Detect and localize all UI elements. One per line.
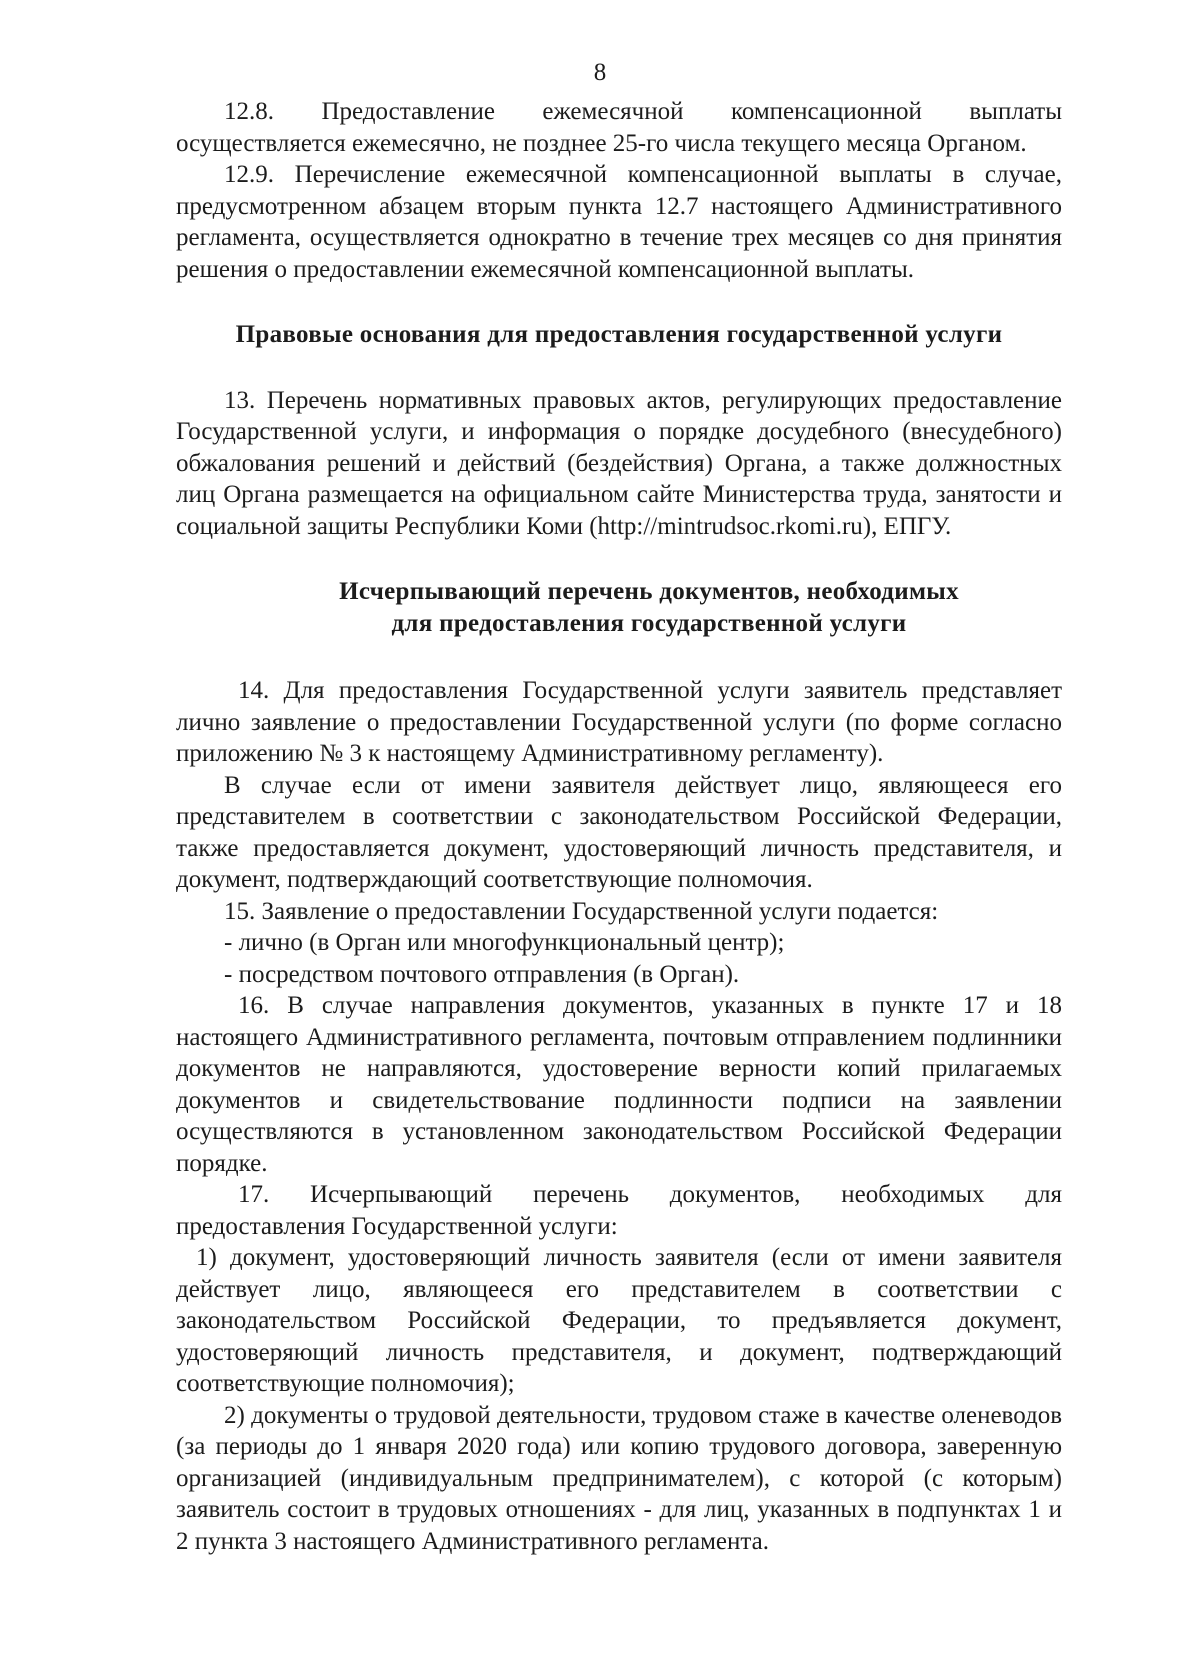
paragraph-17: 17. Исчерпывающий перечень документов, необходимых для предоставления Государственной услуги: bbox=[176, 1181, 1062, 1240]
paragraph-14-representative: В случае если от имени заявителя действует лицо, являющееся его представителем в соответствии с законодательством Российской Федерации, также предоставляется документ, удостоверяющий личность представителя, и документ, подтверждающий соответствующие полномочия. bbox=[176, 771, 1062, 893]
paragraph-15-item-by-post: - посредством почтового отправления (в Орган). bbox=[224, 960, 740, 988]
paragraph-16: 16. В случае направления документов, указанных в пункте 17 и 18 настоящего Административного регламента, почтовым отправлением подлинники документов не направляются, удостоверение верности копий прилагаемых документов и свидетельствование подлинности подписи на заявлении осуществляются в установленном законодательством Российской Федерации порядке. bbox=[176, 992, 1062, 1177]
paragraph-15: 15. Заявление о предоставлении Государственной услуги подается: bbox=[224, 897, 939, 925]
paragraph-17-item-1: 1) документ, удостоверяющий личность заявителя (если от имени заявителя действует лицо, являющееся его представителем в соответствии с законодательством Российской Федерации, то предъявляется документ, удостоверяющий личность представителя, и документ, подтверждающий соответствующие полномочия); bbox=[176, 1244, 1062, 1397]
paragraph-12-9: 12.9. Перечисление ежемесячной компенсационной выплаты в случае, предусмотренном абзацем вторым пункта 12.7 настоящего Административного регламента, осуществляется однократно в течение трех месяцев со дня принятия решения о предоставлении ежемесячной компенсационной выплаты. bbox=[176, 161, 1062, 283]
paragraph-12-8: 12.8. Предоставление ежемесячной компенсационной выплаты осуществляется ежемесячно, не позднее 25-го числа текущего месяца Органом. bbox=[176, 98, 1062, 157]
paragraph-14: 14. Для предоставления Государственной услуги заявитель представляет лично заявление о предоставлении Государственной услуги (по форме согласно приложению № 3 к настоящему Административному регламенту). bbox=[176, 677, 1062, 767]
document-body bbox=[176, 96, 1062, 1557]
section-heading-documents-line1: Исчерпывающий перечень документов, необходимых bbox=[339, 578, 959, 605]
section-heading-documents bbox=[176, 576, 1062, 639]
section-heading-legal-basis: Правовые основания для предоставления государственной услуги bbox=[235, 321, 1003, 348]
page-number: 8 bbox=[593, 59, 607, 86]
section-heading-documents-line2: для предоставления государственной услуги bbox=[391, 609, 907, 637]
paragraph-15-item-in-person: - лично (в Орган или многофункциональный центр); bbox=[224, 929, 785, 956]
paragraph-13: 13. Перечень нормативных правовых актов, регулирующих предоставление Государственной услуги, и информация о порядке досудебного (внесудебного) обжалования решений и действий (бездействия) Органа, а также должностных лиц Органа размещается на официальном сайте Министерства труда, занятости и социальной защиты Республики Коми (http://mintrudsoc.rkomi.ru), ЕПГУ. bbox=[176, 386, 1062, 540]
paragraph-17-item-2: 2) документы о трудовой деятельности, трудовом стаже в качестве оленеводов (за периоды до 1 января 2020 года) или копию трудового договора, заверенную организацией (индивидуальным предпринимателем), с которой (с которым) заявитель состоит в трудовых отношениях - для лиц, указанных в подпунктах 1 и 2 пункта 3 настоящего Административного регламента. bbox=[176, 1401, 1062, 1555]
